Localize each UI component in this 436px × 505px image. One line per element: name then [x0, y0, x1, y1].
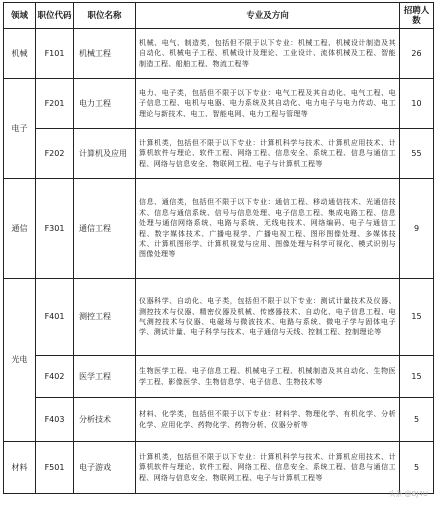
- position-code: F402: [36, 356, 74, 398]
- position-name: 分析技术: [74, 398, 136, 442]
- table-row: [4, 356, 434, 398]
- watermark: 头条 @BJ4U: [388, 490, 428, 498]
- domain-cell: 机械: [4, 29, 36, 79]
- recruit-count: 55: [400, 129, 434, 179]
- domain-cell: 电子: [4, 79, 36, 179]
- position-name: 机械工程: [74, 29, 136, 79]
- position-name: 医学工程: [74, 356, 136, 398]
- major-text: 仪器科学、自动化、电子类，包括但不限于以下专业：测试计量技术及仪器、测控技术与仪器、精密仪器及机械、传感器技术、自动化、电子信息工程、电气测控技术与仪器、电磁场与微波技术、电路与系统、微电子学与固体电子学、测试计量、电子科学与技术、电子通信与天线、控制工程、控制理论等: [136, 279, 400, 356]
- position-code: F301: [36, 179, 74, 279]
- major-text: 机械、电气、制造类，包括但不限于以下专业：机械工程、机械设计制造及其自动化、机械电子工程、机械设计及理论、工业设计、流体机械及工程、智能制造工程、船舶工程、物流工程等: [136, 29, 400, 79]
- position-name: 电力工程: [74, 79, 136, 129]
- domain-cell: 光电: [4, 279, 36, 442]
- domain-cell: 通信: [4, 179, 36, 279]
- position-name: 电子游戏: [74, 442, 136, 494]
- recruit-count: 5: [400, 398, 434, 442]
- major-text: 信息、通信类，包括但不限于以下专业：通信工程、移动通信技术、光通信技术、信息与通信系统、信号与信息处理、电子信息工程、集成电路工程、信息处理与通信网络系统、电路与系统、无线电技术、网络编码、电子与通信工程、数字媒体技术、广播电视学、广播电视工程、图形图像处理、多媒体技术、计算机图形学、计算机视觉与应用、图像处理与科学可视化、模式识别与图像处理等: [136, 179, 400, 279]
- position-code: F401: [36, 279, 74, 356]
- table-row: [4, 279, 434, 356]
- position-code: F202: [36, 129, 74, 179]
- recruit-count: 9: [400, 179, 434, 279]
- major-text: 材料、化学类，包括但不限于以下专业：材料学、物理化学、有机化学、分析化学、应用化学、药物化学、药物分析、仪器分析等: [136, 398, 400, 442]
- recruit-count: 15: [400, 356, 434, 398]
- major-text: 计算机类，包括但不限于以下专业：计算机科学与技术、计算机应用技术、计算机软件与理论、软件工程、网络工程、信息安全、系统工程、信息与通信工程、网络与信息安全、物联网工程、电子与计算机工程等: [136, 129, 400, 179]
- table-row: [4, 29, 434, 79]
- major-text: 生物医学工程、电子信息工程、机械电子工程、机械制造及其自动化、生物医学工程、影像医学、生物信息学、电子信息、生物技术等: [136, 356, 400, 398]
- position-name: 测控工程: [74, 279, 136, 356]
- major-text: 电力、电子类，包括但不限于以下专业：电气工程及其自动化、电气工程、电子信息工程、电机与电器、电力系统及其自动化、电力电子与电力传动、电工理论与新技术、电工、智能电网、电力工程与管理等: [136, 79, 400, 129]
- table-row: [4, 442, 434, 494]
- header-name: 职位名称: [74, 3, 136, 29]
- header-domain: 领域: [4, 3, 36, 29]
- recruit-count: 5: [400, 442, 434, 494]
- table-row: [4, 129, 434, 179]
- header-row: [4, 3, 434, 29]
- table-row: [4, 398, 434, 442]
- major-text: 计算机类，包括但不限于以下专业：计算机科学与技术、计算机应用技术、计算机软件与理论、软件工程、网络工程、信息安全、系统工程、信息与通信工程、网络与信息安全、物联网工程、电子与计算机工程等: [136, 442, 400, 494]
- recruitment-table: [3, 2, 434, 494]
- position-code: F101: [36, 29, 74, 79]
- domain-cell: 材料: [4, 442, 36, 494]
- header-major: 专业及方向: [136, 3, 400, 29]
- header-code: 职位代码: [36, 3, 74, 29]
- recruit-count: 15: [400, 279, 434, 356]
- header-count: 招聘人数: [400, 3, 434, 29]
- recruit-count: 26: [400, 29, 434, 79]
- recruit-count: 10: [400, 79, 434, 129]
- position-code: F403: [36, 398, 74, 442]
- position-name: 通信工程: [74, 179, 136, 279]
- position-code: F501: [36, 442, 74, 494]
- table-row: [4, 179, 434, 279]
- position-name: 计算机及应用: [74, 129, 136, 179]
- table-row: [4, 79, 434, 129]
- position-code: F201: [36, 79, 74, 129]
